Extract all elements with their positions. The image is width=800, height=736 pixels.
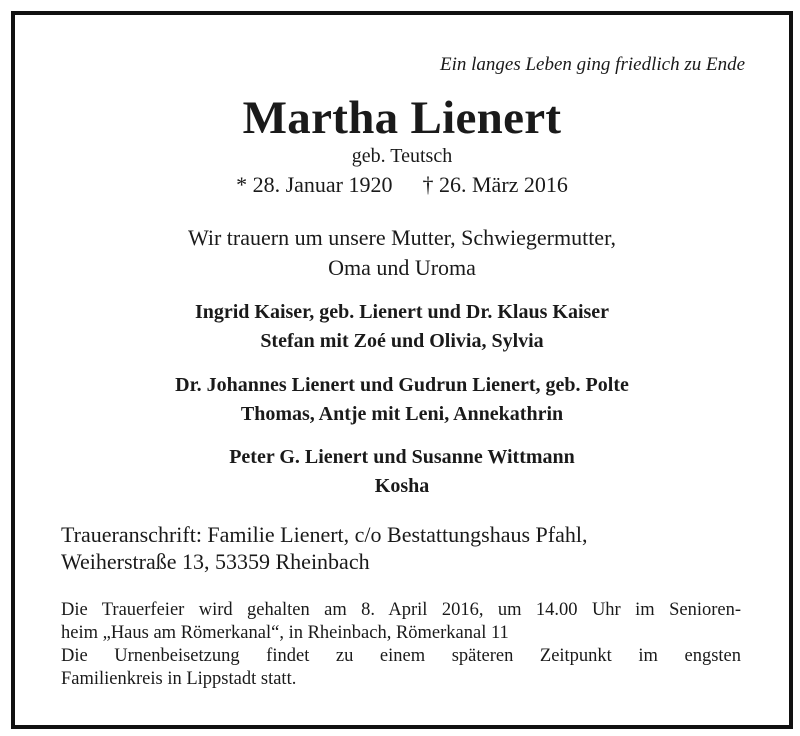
family-line: Stefan mit Zoé und Olivia, Sylvia [260,330,544,352]
maiden-name: geb. Teutsch [351,145,453,167]
birth-date: * 28. Januar 1920 [236,172,393,197]
life-dates [15,171,789,199]
funeral-notes [61,599,741,691]
notes-line: Die Urnenbeisetzung findet zu einem späteren Zeitpunkt im engsten [61,646,741,666]
family-group [15,371,789,429]
obituary-notice [15,15,789,725]
family-line: Kosha [374,475,430,497]
address-line: Traueranschrift: Familie Lienert, c/o Bestattungshaus Pfahl, [61,522,588,547]
notes-line: Die Trauerfeier wird gehalten am 8. April 2016, um 14.00 Uhr im Senioren- [61,600,741,620]
family-line: Ingrid Kaiser, geb. Lienert und Dr. Klaus Kaiser [194,301,610,323]
family-line: Thomas, Antje mit Leni, Annekathrin [240,403,564,425]
motto: Ein langes Leben ging friedlich zu Ende [439,54,745,75]
mourning-statement [15,223,789,283]
deceased-name: Martha Lienert [242,92,562,144]
family-line: Peter G. Lienert und Susanne Wittmann [229,446,575,468]
mourning-address [61,521,587,575]
family-line: Dr. Johannes Lienert und Gudrun Lienert, geb. Polte [175,374,629,396]
notes-line: heim „Haus am Römerkanal“, in Rheinbach, Römerkanal 11 [61,623,509,643]
notice-border [11,11,793,729]
mourning-line: Wir trauern um unsere Mutter, Schwiegermutter, [187,225,617,250]
death-date: † 26. März 2016 [422,172,568,197]
address-line: Weiherstraße 13, 53359 Rheinbach [61,549,370,574]
family-group [15,298,789,356]
notes-line: Familienkreis in Lippstadt statt. [61,669,297,689]
mourning-line: Oma und Uroma [328,255,476,280]
family-group [15,443,789,501]
